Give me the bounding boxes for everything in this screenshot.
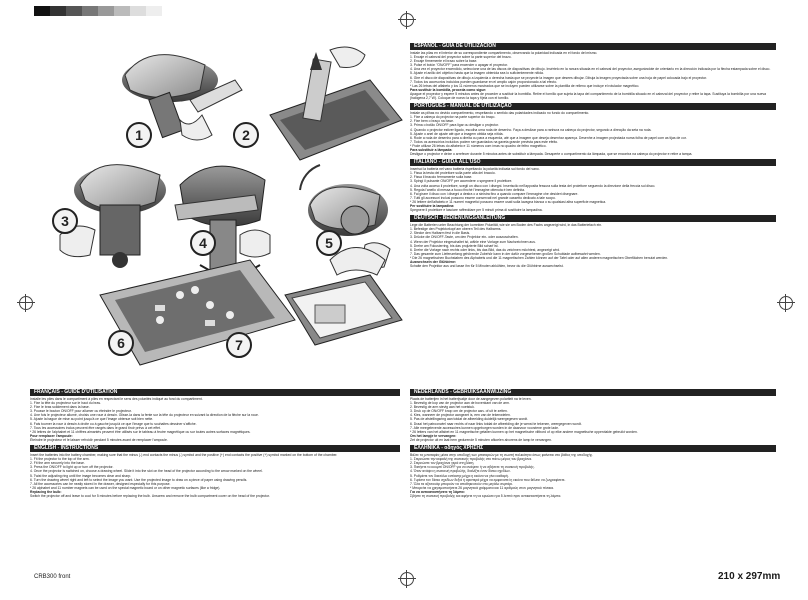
right-column-top: [410, 40, 776, 268]
instruction-line: Replacing the bulb:: [30, 489, 62, 494]
instruction-line: 5. Twist the adjusting ring until the image becomes clear and sharp.: [30, 473, 132, 478]
calibration-swatch: [146, 6, 162, 16]
instruction-line: * 26 letters van het alfabet en 11 magnetische getallen kunnen op het magnetische viltbord of op elke andere magnetische oppervlakte gebruikt worden.: [410, 429, 638, 434]
section-title: ΕΛΛΗΝΙΚΑ - οδηγός ΧΡΗΣΗΣ: [410, 445, 776, 452]
instruction-line: 1. Encaje el cabezal del proyector sobre la parte superior del brazo.: [410, 55, 512, 60]
instruction-line: * Die 26 magnetischen Buchstaben des Alphabets und die 11 magnetischen Zahlen können auf der Tafel oder auf allen anderen magnetischen Oberflächen benutzt werden.: [410, 255, 669, 260]
instruction-line: 3. Pulse el botón "ON/OFF" para encender o apagar el proyector.: [410, 63, 508, 68]
instruction-line: 2. Stecke den Halbarm fest in die Basis.: [410, 231, 471, 236]
instruction-line: 3. Pousse le bouton ON/OFF pour allumer ou éteindre le projecteur.: [30, 409, 132, 414]
step-number-5: 5: [316, 230, 342, 256]
instruction-line: 5. Ajuste o anel de ajuste até que a imagem obtida seja nítida.: [410, 131, 504, 136]
instruction-line: Plaats de batterijen in het batterijvakje door de aangegeven polariteit na te leven.: [410, 397, 532, 401]
instruction-line: 1. Fixe la tête du projecteur sur le haut du bras.: [30, 401, 102, 406]
section-body: [30, 453, 400, 498]
section-body: [410, 223, 776, 268]
section-body: [410, 453, 776, 498]
instruction-line: 2. Fixe bem o braço na base.: [410, 119, 454, 124]
instruction-line: Για να αντικαταστήσετε τη λάμπα:: [410, 489, 465, 494]
registration-mark-right: [779, 296, 793, 310]
section-italian: [410, 159, 776, 212]
product-code: CRB300 front: [34, 574, 71, 580]
right-column-bottom: [410, 386, 776, 498]
instruction-line: Pour remplacer l'ampoule:: [30, 433, 73, 438]
instruction-line: Switch the projector off and leave to cool for 5 minutes before replacing the bulb. Unscrew and remove the bulb compartment cover on the head of the projector.: [30, 493, 270, 498]
instruction-line: 2. Fixe le bras solidement dans la base.: [30, 405, 90, 410]
instruction-line: 6. Rode a roda de desenho para a direita ou para a esquerda, até que a imagem que deseja desenhar apareça. Desenhe a imagem projectada numa folha de papel com as tijas de cor.: [410, 135, 687, 140]
instruction-line: 5. Ρυθμίστε τον δακτύλιο εστίασης μέχρι η εικόνα να γίνει καθαρή.: [410, 473, 509, 478]
instruction-line: 6. Fai girare il disco con i disegni a destra o a sinistra fino a quando compare l'immagine che desideri disegnare.: [410, 191, 579, 196]
section-body: [410, 167, 776, 212]
step-4-illustration: [175, 166, 270, 282]
instruction-line: Auswechseln der Glühbirne:: [410, 260, 456, 265]
instruction-line: 5. Ajuste la bague de mise au point jusqu'à ce que l'image obtenue soit bien nette.: [30, 417, 154, 422]
step-2-illustration: [270, 47, 402, 160]
page-size: 210 x 297mm: [718, 571, 781, 582]
instruction-line: 7. Das gesamte zum Lieferumfang gehörende Zubehör kann in der dafür vorgesehenen großen Schublade aufbewahrt werden.: [410, 251, 601, 256]
calibration-swatch: [162, 6, 178, 16]
instruction-line: 3. Prima o botão ON/OFF para ligar ou desligar o projector.: [410, 123, 499, 128]
instruction-line: Schalte den Projektor aus und lasse ihn für 5 Minuten abkühlen, bevor du die Glühbirne auswechselst.: [410, 264, 564, 269]
instruction-line: Om het lampje te vervangen:: [410, 433, 457, 438]
instruction-line: 2. Fissa il braccio fermamente sulla base.: [410, 175, 473, 180]
instruction-line: 3. Press the ON/OFF to light up or turn off the projector.: [30, 465, 114, 470]
instruction-line: 1. Bevestig de kop van de projector aan de bovenkant van de arm.: [410, 401, 510, 406]
instruction-line: 3. Druk op de ON/OFF knop om de projector aan- of uit te zetten.: [410, 409, 508, 414]
section-title: ITALIANO - GUIDA ALL'USO: [410, 159, 776, 166]
instruction-line: 7. Tous les accessoires inclus peuvent être rangés dans le grand tiroir prévu à cet effet.: [30, 425, 161, 430]
step-number-6: 6: [108, 330, 134, 356]
instruction-line: 7. Alle meegeleverde accessoires kunnen opgeborgen worden in de daarvoor voorziene grote lade.: [410, 425, 559, 430]
calibration-swatch: [114, 6, 130, 16]
instruction-line: Para sustituir la bombilla, proceda como sigue:: [410, 87, 487, 92]
instruction-line: * 26 lettres de l'alphabet et 11 chiffres aimantés peuvent être utilisés sur le tableau à feutre magnétique ou sur toutes autres surfaces magnétiques.: [30, 429, 251, 434]
step-number-1: 1: [126, 122, 152, 148]
left-column-bottom: [30, 386, 400, 498]
instruction-line: 7. Tutti gli accessori inclusi possono essere conservati nel grande cassetto dedicato a tale scopo.: [410, 195, 556, 200]
instruction-line: 4. Once the projector is switched on, choose a drawing wheel. Slide it into the slot on the head of the projector according to the arrow marked on the wheel.: [30, 469, 263, 474]
section-portuguese: [410, 103, 776, 156]
instruction-line: 2. Fit the arm securely into the base.: [30, 461, 85, 466]
instruction-line: Apague el proyector y espere 5 minutos antes de proceder a sustituir la bombilla. Retire el tornillo que sujeta la tapa del compartimento de la bombilla situado en el cabezal del proyector y retire la tapa. Sustituya la bombilla por una nueva (halógena 2,7 W). Coloque de nuevo la tapa y fíjela con el tornillo.: [410, 91, 767, 101]
section-title: DEUTSCH - BEDIENUNGSANLEITUNG: [410, 215, 776, 222]
section-body: [410, 51, 776, 100]
section-title: ENGLISH - INSTRUCTIONS: [30, 445, 400, 452]
section-dutch: [410, 389, 776, 442]
instruction-line: 2. Bevestig de arm stevig aan het voetstuk.: [410, 405, 475, 410]
section-title: ESPAÑOL - GUÍA DE UTILIZACIÓN: [410, 43, 776, 50]
instruction-line: 3. Πατήστε το κουμπί ON/OFF για να ανάψετε ή να σβήσετε τη συσκευή προβολής.: [410, 465, 535, 470]
instruction-line: 4. Kies, wanneer de projector aangezet is, een van de tekenwielen.: [410, 413, 511, 418]
calibration-swatch: [82, 6, 98, 16]
section-english: [30, 445, 400, 498]
instruction-line: Σβήστε τη συσκευή προβολής και αφήστε τη να κρυώσει για 5 λεπτά πριν αντικαταστήσετε τη λάμπα.: [410, 493, 562, 498]
instruction-line: 5. Regola l'anello di messa a fuoco finché l'immagine ottenuta è ben definita.: [410, 187, 525, 192]
step-number-7: 7: [226, 332, 252, 358]
instruction-line: Installe les piles dans le compartiment à piles en respectant le sens des polarités indiqué au fond du compartiment.: [30, 397, 203, 401]
instruction-line: 4. Όταν ανάψει η συσκευή προβολής, διαλέξτε έναν δίσκο σχεδίων.: [410, 469, 511, 474]
assembly-illustrations: [30, 20, 406, 375]
instruction-line: 4. Une fois le projecteur allumé, choisis une roue à dessin. Glisse-la dans la fente sur la tête du projecteur en suivant la direction de la flèche sur la roue.: [30, 413, 259, 418]
calibration-swatch: [130, 6, 146, 16]
instruction-line: Instale as pilhas no devido compartimento, respeitando o sentido das polaridades indicado no fundo do compartimento.: [410, 111, 590, 116]
calibration-swatch: [50, 6, 66, 16]
instruction-line: 6. Gire el disco de diapositivas de dibujo a izquierda o derecha hasta que se proyecte la imagen que desees dibujar. Dibuja la imagen proyectada sobre una hoja de papel colocada bajo el proyector.: [410, 75, 708, 80]
instruction-line: * Las 26 letras del alfabeto y los 11 números mostrados que se incluyen pueden utilizarse sobre la plantilla de relleno que incluye el rotulador magnético.: [410, 83, 640, 88]
color-calibration-strip: [34, 6, 178, 16]
step-number-3: 3: [52, 208, 78, 234]
instruction-line: Spegnere il proiettore e lasciare raffreddare per 5 minuti prima di sostituire la lampadina.: [410, 208, 543, 213]
section-body: [410, 111, 776, 156]
instruction-line: 3. Spingi il pulsante ON/OFF per accendere o spegnere il proiettore.: [410, 179, 513, 184]
illustration-drawing: [30, 20, 406, 375]
instruction-line: 5. Ajuste el anillo del objetivo hasta que la imagen obtenida sea lo suficientemente nítida.: [410, 71, 544, 76]
instruction-line: 7. Όλα τα αξεσουάρ μπορούν να αποθηκευτούν στο μεγάλο συρτάρι.: [410, 481, 513, 486]
step-number-4: 4: [190, 230, 216, 256]
instruction-line: 1. Fissa la testa del proiettore sulla parte alta del braccio.: [410, 171, 496, 176]
instruction-line: 4. Una volta acceso il proiettore, scegli un disco con i disegni. Inseriscilo nell'apposita fessura sulla testa del proiettore seguendo la direzione della freccia sul disco.: [410, 183, 656, 188]
section-title: PORTUGUÊS - MANUAL DE UTILIZAÇÃO: [410, 103, 776, 110]
instruction-line: * 26 lettere dell'alfabeto e 11 numeri magnetici possono essere usati sulla lavagna bianca o su qualsiasi altra superficie magnetica.: [410, 199, 607, 204]
instruction-line: 6. Draai het patroonwiel naar rechts of naar links totdat de afbeelding die je wenst te tekenen, weergegeven wordt.: [410, 421, 582, 426]
instruction-line: 5. Drehe am Fokusierring, bis das projizierte Bild scharf ist.: [410, 243, 499, 248]
section-greek: [410, 445, 776, 498]
instruction-line: 1. Fit the projector to the top of the arm.: [30, 457, 90, 462]
instruction-line: 2. Στερεώστε τον βραχίονα γερά στη βάση.: [410, 461, 475, 466]
instruction-line: 7. All the accessories can be neatly stored in the drawer, designed especially for this purpose.: [30, 481, 171, 486]
section-title: FRANÇAIS - GUIDE D'UTILISATION: [30, 389, 400, 396]
instruction-line: Para substituir a lâmpada:: [410, 147, 453, 152]
instruction-line: Zet de projector uit en laat hem gedurende 5 minuten afkoelen alvorens de lamp te vervangen.: [410, 437, 552, 442]
instruction-line: Éteindre le projecteur et le laisser refroidir pendant 5 minutes avant de remplacer l'ampoule.: [30, 437, 168, 442]
instruction-line: Per sostituire la lampadina:: [410, 204, 455, 208]
instruction-line: * 26 alphabet and 11 number magnets can be used on the special magnetic board or on other magnetic surfaces (like a fridge).: [30, 485, 221, 490]
instruction-line: 6. Fais tourner la roue à dessin à droite ou à gauche jusqu'à ce que l'image que tu souhaites dessiner s'affiche.: [30, 421, 197, 426]
registration-mark-bottom: [400, 572, 414, 586]
instruction-line: 4. Wenn der Projektor eingeschaltet ist, wähle eine Vorlage zum Nachzeichnen aus.: [410, 239, 536, 244]
instruction-line: 6. Turn the drawing wheel right and left to select the image you want. Use the projected image to draw on a piece of paper using drawing pencils.: [30, 477, 248, 482]
instruction-line: Desligue o projector e deixe o arrefecer durante 5 minutos antes de substituir a lâmpada. Desaperte o compartimento da lâmpada, que se encontra na cabeça do projector e retire a tampa.: [410, 152, 693, 157]
instruction-line: 6. Γυρίστε τον δίσκο σχεδίων δεξιά ή αριστερά μέχρι να εμφανιστεί η εικόνα που θέλετε να ζωγραφίσετε.: [410, 477, 566, 482]
instruction-line: Lege die Batterien unter Beachtung der korrekten Polarität, wie sie am Boden des Fachs angezeigt wird, in das Batteriefach ein.: [410, 223, 603, 228]
section-body: [410, 397, 776, 442]
calibration-swatch: [34, 6, 50, 16]
section-body: [30, 397, 400, 442]
instruction-line: 6. Drehe die Vorlage nach rechts oder links, bis das Bild, das du zeichnen möchtest, angezeigt wird.: [410, 247, 561, 252]
calibration-swatch: [98, 6, 114, 16]
instruction-line: 1. Befestige den Projektorkopf am oberen Teil des Halbarms.: [410, 227, 502, 232]
calibration-swatch: [66, 6, 82, 16]
instruction-line: 7. Todos os acessórios incluídos podem ser guardados na gaveta grande prevista para este efeito.: [410, 139, 559, 144]
instruction-line: 7. Todos los accesorios incluidos pueden guardarse en el amplio cajón proporcionado a tal efecto.: [410, 79, 558, 84]
instruction-line: 4. Una vez el proyector encendido, seleccione una de las discos de diapositivas de dibujo. Insértelo en la ranura situada en el cabezal del proyector, asegurándote de orientarlo en la dirección indicada por la flecha estampada sobre el disco.: [410, 67, 771, 72]
instruction-line: Βάλτε τις μπαταρίες μέσα στην υποδοχή των μπαταριών με τη σωστή πολικότητα όπως φαίνεται στο βάθος της υποδοχής.: [410, 453, 594, 458]
instruction-line: 5. Pas de afstellingsring aan totdat de afbeelding duidelijk weergegeven wordt.: [410, 417, 528, 422]
instruction-line: * Μπορείτε να χρησιμοποιήσετε 26 μαγνητικά γράμματα και 11 αριθμούς στον μαγνητικό πίνακα.: [410, 485, 555, 490]
section-german: [410, 215, 776, 268]
instruction-line: 1. Fixe a cabeça do projector na parte superior do braço.: [410, 115, 496, 120]
step-number-2: 2: [233, 122, 259, 148]
instruction-line: 4. Quando o projector estiver ligado, escolha uma roda de desenho. Faça a deslizar para a ranhura na cabeça do projector, segundo a direcção da seta na roda.: [410, 127, 652, 132]
instruction-line: 2. Encaje firmemente el brazo sobre la base.: [410, 59, 478, 64]
instruction-line: Inserisci la batteria nel vano batteria rispettando la polarità indicata sul fondo del vano.: [410, 167, 540, 172]
instruction-line: 3. Drücke die ON/OFF-Taste, um den Projektor ein- oder auszuschalten.: [410, 235, 519, 240]
section-spanish: [410, 43, 776, 100]
instruction-line: * Pode utilizar 26 letras do alfabeto e 11 números com ímas no quadro de feltro magnético.: [410, 143, 547, 148]
section-french: [30, 389, 400, 442]
instruction-line: 1. Στερεώστε την κεφαλή της συσκευής προβολής στο πάνω μέρος του βραχίονα.: [410, 457, 533, 462]
instruction-line: Instale las pilas en el interior de su correspondiente compartimento, observando la polaridad indicada en el fondo del mismo.: [410, 51, 598, 55]
section-title: NEDERLANDS - GEBRUIKSAANWIJZING: [410, 389, 776, 396]
instruction-line: Insert the batteries into the battery chamber, making sure that the minus (-) end contacts the minus (-) symbol and the positive (+) end contacts the positive (+) symbol marked on the bottom of the chamber.: [30, 453, 338, 458]
